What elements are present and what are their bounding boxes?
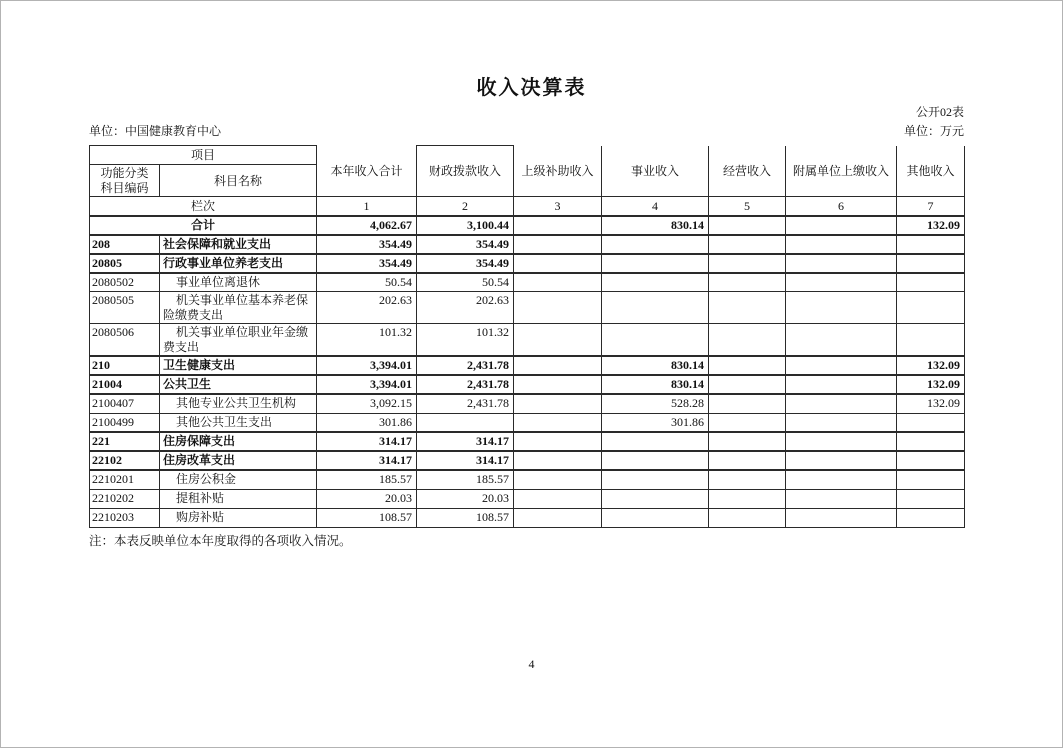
header-col-index-2: 2 bbox=[417, 197, 514, 216]
header-col-index-1: 1 bbox=[317, 197, 417, 216]
row-code: 2100407 bbox=[90, 394, 160, 413]
row-value: 101.32 bbox=[417, 324, 514, 357]
row-value bbox=[897, 273, 965, 292]
row-value bbox=[897, 413, 965, 432]
row-value bbox=[709, 273, 786, 292]
row-value bbox=[514, 273, 602, 292]
row-value bbox=[786, 356, 897, 375]
table-row bbox=[90, 375, 965, 394]
row-value: 185.57 bbox=[317, 470, 417, 489]
row-value bbox=[602, 508, 709, 527]
header-col-fiscal-appropriation: 财政拨款收入 bbox=[417, 146, 514, 197]
row-value bbox=[514, 235, 602, 254]
row-value bbox=[897, 292, 965, 324]
row-value: 2,431.78 bbox=[417, 375, 514, 394]
row-value bbox=[786, 235, 897, 254]
table-row bbox=[90, 235, 965, 254]
row-value: 108.57 bbox=[317, 508, 417, 527]
row-value: 108.57 bbox=[417, 508, 514, 527]
header-col-index-6: 6 bbox=[786, 197, 897, 216]
row-value: 4,062.67 bbox=[317, 216, 417, 235]
row-value bbox=[786, 292, 897, 324]
row-value: 20.03 bbox=[317, 489, 417, 508]
table-row bbox=[90, 394, 965, 413]
row-value bbox=[709, 394, 786, 413]
row-value bbox=[786, 432, 897, 451]
header-col-index-3: 3 bbox=[514, 197, 602, 216]
row-value: 354.49 bbox=[417, 235, 514, 254]
row-value bbox=[709, 432, 786, 451]
row-value: 354.49 bbox=[417, 254, 514, 273]
table-row bbox=[90, 292, 965, 324]
header-function-code-label bbox=[90, 165, 160, 197]
row-value bbox=[514, 254, 602, 273]
row-value: 354.49 bbox=[317, 254, 417, 273]
row-value: 132.09 bbox=[897, 356, 965, 375]
row-value: 101.32 bbox=[317, 324, 417, 357]
row-value: 528.28 bbox=[602, 394, 709, 413]
row-value: 354.49 bbox=[317, 235, 417, 254]
row-value bbox=[514, 394, 602, 413]
row-value bbox=[602, 254, 709, 273]
row-name: 住房保障支出 bbox=[160, 432, 317, 451]
header-lanci-label: 栏次 bbox=[90, 197, 317, 216]
row-value bbox=[897, 432, 965, 451]
table-row bbox=[90, 324, 965, 357]
row-name: 社会保障和就业支出 bbox=[160, 235, 317, 254]
row-value bbox=[709, 324, 786, 357]
row-value bbox=[709, 292, 786, 324]
header-col-total-income: 本年收入合计 bbox=[317, 146, 417, 197]
row-value: 132.09 bbox=[897, 375, 965, 394]
row-code: 208 bbox=[90, 235, 160, 254]
row-value bbox=[709, 451, 786, 470]
row-name: 合计 bbox=[90, 216, 317, 235]
income-table bbox=[89, 145, 965, 528]
row-code: 2100499 bbox=[90, 413, 160, 432]
row-value bbox=[709, 413, 786, 432]
row-value bbox=[514, 508, 602, 527]
row-value bbox=[709, 235, 786, 254]
row-code: 2210203 bbox=[90, 508, 160, 527]
row-name: 住房改革支出 bbox=[160, 451, 317, 470]
row-value: 2,431.78 bbox=[417, 356, 514, 375]
row-value: 301.86 bbox=[317, 413, 417, 432]
row-name: 购房补贴 bbox=[160, 508, 317, 527]
row-code: 21004 bbox=[90, 375, 160, 394]
row-value bbox=[709, 356, 786, 375]
row-name: 其他公共卫生支出 bbox=[160, 413, 317, 432]
row-code: 210 bbox=[90, 356, 160, 375]
row-value bbox=[786, 470, 897, 489]
header-col-operating-income: 经营收入 bbox=[709, 146, 786, 197]
row-value bbox=[786, 254, 897, 273]
row-value bbox=[514, 432, 602, 451]
row-value bbox=[602, 451, 709, 470]
row-value: 185.57 bbox=[417, 470, 514, 489]
row-code: 20805 bbox=[90, 254, 160, 273]
unit-measure-label: 单位：万元 bbox=[903, 124, 964, 138]
row-value bbox=[514, 451, 602, 470]
row-name: 机关事业单位职业年金缴费支出 bbox=[160, 324, 317, 357]
row-value bbox=[602, 292, 709, 324]
row-code: 2210201 bbox=[90, 470, 160, 489]
header-function-code-line1: 功能分类 bbox=[100, 166, 149, 180]
header-col-index-5: 5 bbox=[709, 197, 786, 216]
row-value: 830.14 bbox=[602, 216, 709, 235]
header-col-other-income: 其他收入 bbox=[897, 146, 965, 197]
row-value: 830.14 bbox=[602, 356, 709, 375]
row-value bbox=[602, 470, 709, 489]
row-value: 830.14 bbox=[602, 375, 709, 394]
row-code: 2080505 bbox=[90, 292, 160, 324]
row-value: 314.17 bbox=[417, 432, 514, 451]
row-name: 其他专业公共卫生机构 bbox=[160, 394, 317, 413]
row-value bbox=[514, 413, 602, 432]
header-col-business-income: 事业收入 bbox=[602, 146, 709, 197]
row-value: 202.63 bbox=[417, 292, 514, 324]
row-value bbox=[602, 235, 709, 254]
row-value: 50.54 bbox=[417, 273, 514, 292]
row-name: 机关事业单位基本养老保险缴费支出 bbox=[160, 292, 317, 324]
header-col-superior-subsidy: 上级补助收入 bbox=[514, 146, 602, 197]
table-row bbox=[90, 451, 965, 470]
row-name: 公共卫生 bbox=[160, 375, 317, 394]
row-value: 2,431.78 bbox=[417, 394, 514, 413]
row-code: 221 bbox=[90, 432, 160, 451]
row-value bbox=[709, 489, 786, 508]
row-value bbox=[897, 324, 965, 357]
row-value bbox=[514, 489, 602, 508]
row-value bbox=[786, 394, 897, 413]
table-note: 注：本表反映单位本年度取得的各项收入情况。 bbox=[89, 533, 352, 548]
row-value bbox=[514, 216, 602, 235]
row-value bbox=[786, 451, 897, 470]
row-value: 3,394.01 bbox=[317, 356, 417, 375]
row-value bbox=[514, 292, 602, 324]
row-name: 住房公积金 bbox=[160, 470, 317, 489]
row-value bbox=[514, 324, 602, 357]
row-code: 22102 bbox=[90, 451, 160, 470]
row-value bbox=[786, 489, 897, 508]
table-row bbox=[90, 489, 965, 508]
row-value bbox=[786, 375, 897, 394]
header-project: 项目 bbox=[90, 146, 317, 165]
row-value: 50.54 bbox=[317, 273, 417, 292]
row-value bbox=[709, 375, 786, 394]
row-code: 2210202 bbox=[90, 489, 160, 508]
meta-area bbox=[89, 103, 964, 139]
row-code: 2080506 bbox=[90, 324, 160, 357]
table-row bbox=[90, 508, 965, 527]
row-value: 301.86 bbox=[602, 413, 709, 432]
row-name: 卫生健康支出 bbox=[160, 356, 317, 375]
table-row bbox=[90, 216, 965, 235]
table-code-label: 公开02表 bbox=[915, 105, 964, 119]
table-row bbox=[90, 470, 965, 489]
row-value bbox=[602, 489, 709, 508]
row-code: 2080502 bbox=[90, 273, 160, 292]
row-value bbox=[514, 470, 602, 489]
table-row bbox=[90, 413, 965, 432]
row-value: 3,394.01 bbox=[317, 375, 417, 394]
row-value bbox=[897, 508, 965, 527]
row-value bbox=[897, 235, 965, 254]
header-col-index-7: 7 bbox=[897, 197, 965, 216]
page-title: 收入决算表 bbox=[476, 77, 587, 99]
table-body bbox=[90, 216, 965, 528]
header-col-index-4: 4 bbox=[602, 197, 709, 216]
row-value bbox=[786, 508, 897, 527]
header-col-affiliated-remittance: 附属单位上缴收入 bbox=[786, 146, 897, 197]
row-value: 314.17 bbox=[417, 451, 514, 470]
row-value bbox=[897, 451, 965, 470]
row-value bbox=[786, 216, 897, 235]
table-row bbox=[90, 356, 965, 375]
table-row bbox=[90, 273, 965, 292]
row-value bbox=[897, 470, 965, 489]
row-name: 提租补贴 bbox=[160, 489, 317, 508]
row-value: 314.17 bbox=[317, 451, 417, 470]
row-value bbox=[602, 324, 709, 357]
row-value bbox=[786, 413, 897, 432]
row-name: 行政事业单位养老支出 bbox=[160, 254, 317, 273]
row-value bbox=[709, 508, 786, 527]
row-value bbox=[514, 375, 602, 394]
row-value bbox=[709, 216, 786, 235]
row-value bbox=[709, 470, 786, 489]
row-value: 132.09 bbox=[897, 216, 965, 235]
row-value bbox=[602, 273, 709, 292]
row-value: 132.09 bbox=[897, 394, 965, 413]
row-value bbox=[786, 324, 897, 357]
row-value: 20.03 bbox=[417, 489, 514, 508]
table-row bbox=[90, 432, 965, 451]
row-value: 314.17 bbox=[317, 432, 417, 451]
row-value bbox=[709, 254, 786, 273]
row-value bbox=[602, 432, 709, 451]
row-value bbox=[897, 489, 965, 508]
row-name: 事业单位离退休 bbox=[160, 273, 317, 292]
header-function-code-line2: 科目编码 bbox=[100, 181, 149, 195]
page-number: 4 bbox=[528, 657, 535, 671]
row-value: 202.63 bbox=[317, 292, 417, 324]
row-value bbox=[897, 254, 965, 273]
row-value: 3,100.44 bbox=[417, 216, 514, 235]
row-value bbox=[786, 273, 897, 292]
row-value: 3,092.15 bbox=[317, 394, 417, 413]
header-subject-name-label: 科目名称 bbox=[160, 165, 317, 197]
unit-name-label: 单位：中国健康教育中心 bbox=[89, 124, 222, 138]
row-value bbox=[417, 413, 514, 432]
table-row bbox=[90, 254, 965, 273]
row-value bbox=[514, 356, 602, 375]
